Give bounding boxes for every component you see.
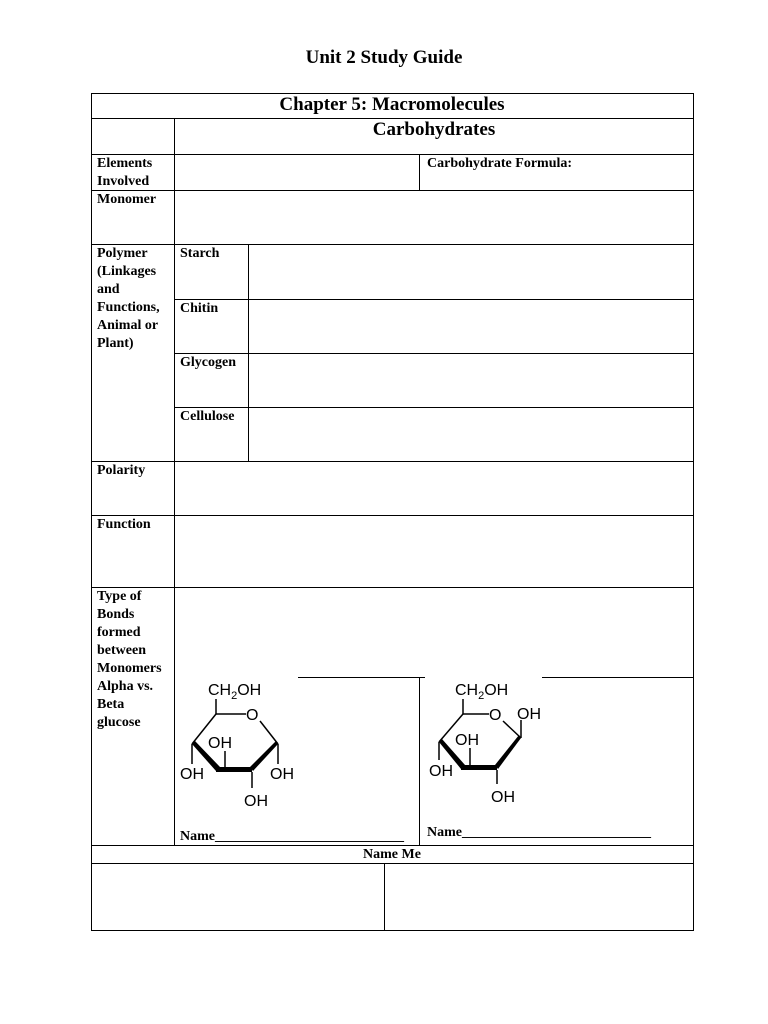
document-title: Unit 2 Study Guide: [305, 47, 463, 68]
oh-label: OH: [491, 789, 515, 806]
table-divider: [91, 515, 694, 516]
table-column-divider: [174, 118, 175, 845]
bonds-label: Type of Bonds formed between Monomers: [97, 589, 162, 676]
oh-label: OH: [429, 763, 453, 780]
section-heading: Carbohydrates: [372, 119, 496, 140]
table-divider: [91, 461, 694, 462]
beta-name-line: Name___________________________: [427, 825, 651, 840]
alpha-glucose-structure: [178, 676, 308, 814]
oh-label: OH: [208, 735, 232, 752]
svg-text:CH2OH: $CH_2OH$: [208, 682, 262, 702]
ring-oxygen: O: [246, 707, 259, 724]
polymer-label: Polymer (Linkages and Functions, Animal or Plant): [97, 246, 160, 351]
polymer-chitin-label: Chitin: [180, 301, 219, 316]
svg-text:CH2OH: $CH_2OH$: [455, 682, 509, 702]
table-divider: [174, 407, 694, 408]
table-divider: [542, 677, 694, 678]
table-column-divider: [419, 677, 420, 845]
glucose-label: Alpha vs. Beta glucose: [97, 679, 154, 730]
function-label: Function: [97, 517, 151, 532]
oh-label: OH: [180, 766, 204, 783]
polymer-cellulose-label: Cellulose: [180, 409, 235, 424]
ch2oh-label: CH: [208, 682, 232, 699]
oh-label: OH: [455, 732, 479, 749]
table-column-divider: [248, 244, 249, 461]
oh-label: OH: [270, 766, 294, 783]
table-border-left: [91, 93, 92, 931]
polarity-label: Polarity: [97, 463, 146, 478]
table-divider: [174, 299, 694, 300]
monomer-label: Monomer: [97, 192, 157, 207]
table-divider: [174, 353, 694, 354]
chapter-heading: Chapter 5: Macromolecules: [279, 94, 505, 115]
table-border-bottom: [91, 930, 694, 931]
table-border-right: [693, 93, 694, 931]
table-column-divider: [384, 863, 385, 930]
oh-label: OH: [244, 793, 268, 810]
alpha-name-line: Name___________________________: [180, 829, 404, 844]
oh-label: OH: [517, 706, 541, 723]
table-divider: [91, 190, 694, 191]
name-me-label: Name Me: [363, 847, 421, 862]
ch2oh-label: CH: [455, 682, 479, 699]
polymer-glycogen-label: Glycogen: [180, 355, 236, 370]
table-divider: [298, 677, 425, 678]
table-divider: [91, 587, 694, 588]
elements-label: Elements Involved: [97, 156, 153, 189]
beta-glucose-structure: [425, 676, 555, 814]
formula-label: Carbohydrate Formula:: [427, 156, 573, 171]
ring-oxygen: O: [489, 707, 502, 724]
polymer-starch-label: Starch: [180, 246, 220, 261]
table-column-divider: [419, 154, 420, 190]
